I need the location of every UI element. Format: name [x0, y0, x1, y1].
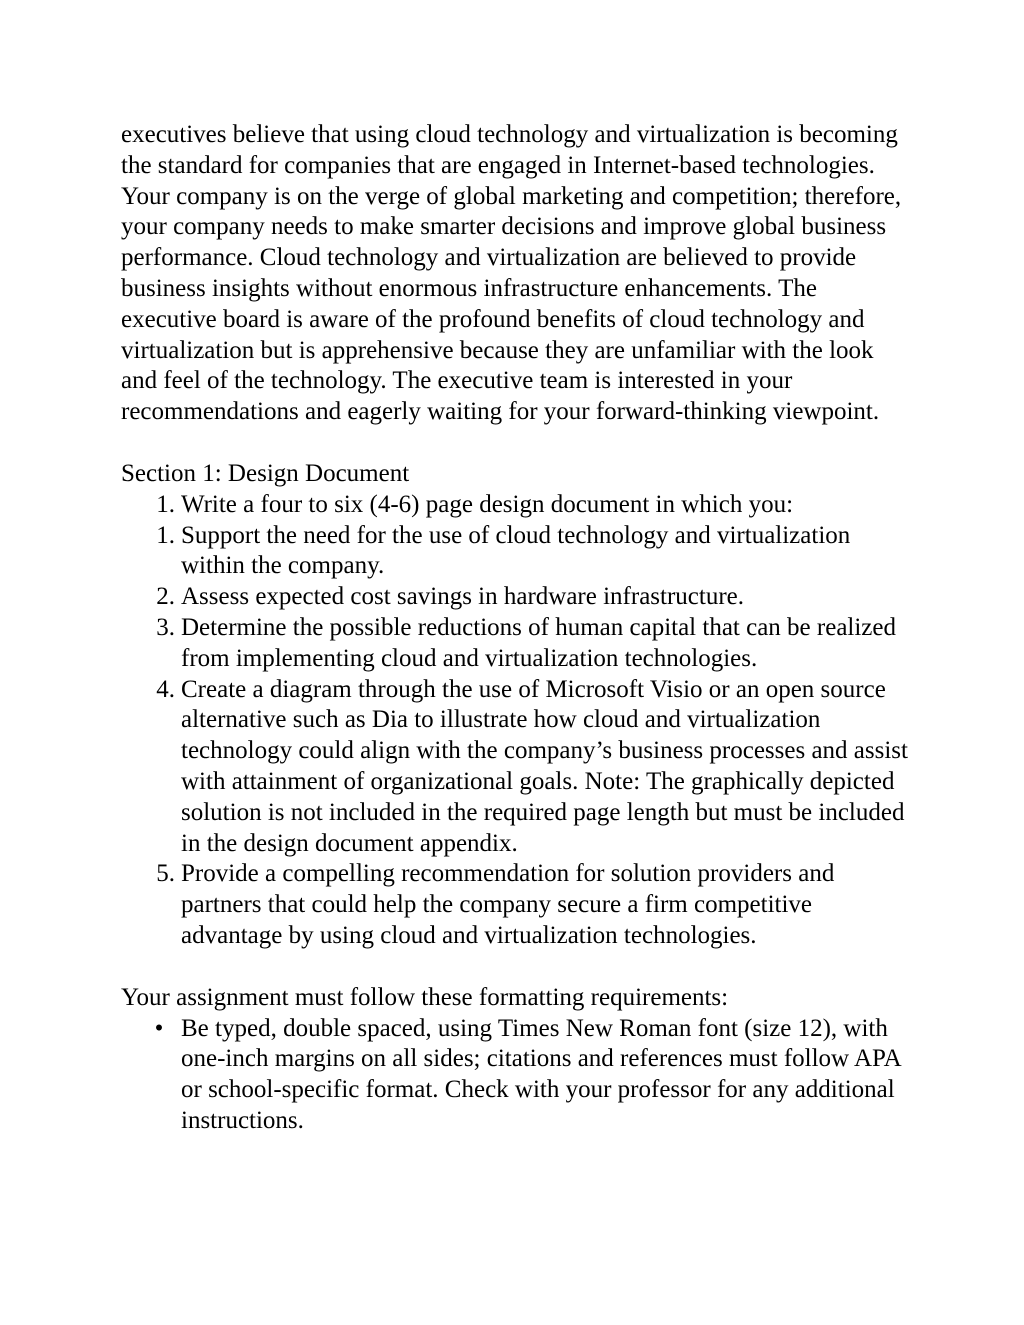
- list-item-text: Support the need for the use of cloud technology and virtualization within the company.: [181, 521, 851, 580]
- section-heading: Section 1: Design Document: [121, 459, 410, 487]
- list-item-number: 1.: [156, 521, 175, 549]
- intro-paragraph: executives believe that using cloud technology and virtualization is becoming the standard for companies that are engaged in Internet-based technologies. Your company is on the verge of global marketing and competition; therefore, your company needs to make smarter decisions and improve global business performance. Cloud technology and virtualization are believed to provide business insights without enormous infrastructure enhancements. The executive board is aware of the profound benefits of cloud technology and virtualization but is apprehensive because they are unfamiliar with the look and feel of the technology. The executive team is interested in your recommendations and eagerly waiting for your forward-thinking viewpoint.: [121, 121, 902, 426]
- list-item: [121, 521, 911, 583]
- list-item: [121, 490, 911, 521]
- formatting-list: [121, 1014, 911, 1137]
- list-item: [121, 675, 911, 860]
- list-item-text: Be typed, double spaced, using Times New Roman font (size 12), with one-inch margins on all sides; citations and references must follow APA or school-specific format. Check with your professor for any additional instructions.: [181, 1014, 901, 1134]
- list-item-number: 1.: [156, 490, 175, 518]
- list-item: [121, 613, 911, 675]
- list-item-number: 5.: [156, 860, 175, 888]
- list-item-text: Create a diagram through the use of Microsoft Visio or an open source alternative such as Dia to illustrate how cloud and virtualization technology could align with the company’s business processes and assist with attainment of organizational goals. Note: The graphically depicted solution is not included in the required page length but must be included in the design document appendix.: [181, 675, 908, 857]
- list-item-number: 4.: [156, 675, 175, 703]
- list-item-text: Provide a compelling recommendation for solution providers and partners that could help the company secure a firm competitive advantage by using cloud and virtualization technologies.: [181, 860, 835, 949]
- design-document-list: [121, 490, 911, 952]
- list-item: [121, 859, 911, 951]
- list-item: [121, 1014, 911, 1137]
- list-item-text: Determine the possible reductions of human capital that can be realized from implementing cloud and virtualization technologies.: [181, 613, 897, 672]
- list-item: [121, 582, 911, 613]
- bullet-icon: •: [154, 1014, 164, 1042]
- list-item-number: 3.: [156, 613, 175, 641]
- list-item-number: 2.: [156, 583, 175, 611]
- formatting-heading: Your assignment must follow these formatting requirements:: [121, 983, 729, 1011]
- document-page: [121, 120, 911, 1137]
- list-item-text: Write a four to six (4-6) page design document in which you:: [181, 490, 794, 518]
- list-item-text: Assess expected cost savings in hardware infrastructure.: [181, 583, 745, 611]
